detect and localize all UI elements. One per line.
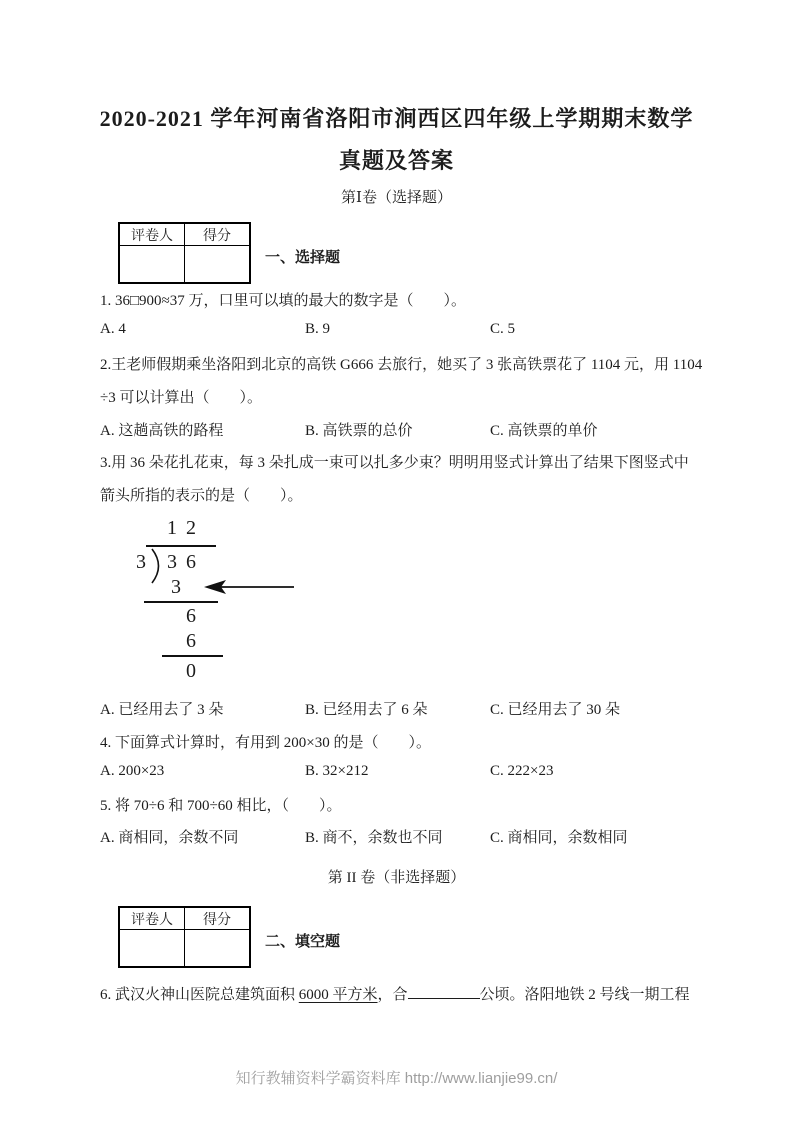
q6-suffix: 公顷。洛阳地铁 2 号线一期工程 <box>479 987 690 1003</box>
part2-header: 第 II 卷（非选择题） <box>327 870 466 886</box>
division-step1: 3 <box>171 576 183 598</box>
q4-option-c: C. 222×23 <box>490 763 554 779</box>
grader-empty-cell <box>119 246 185 284</box>
question-3-text-line1: 3.用 36 朵花扎花束，每 3 朵扎成一束可以扎多少束？明明用竖式计算出了结果下图竖式中 <box>100 455 689 471</box>
part1-header: 第Ⅰ卷（选择题） <box>341 190 452 206</box>
arrow-icon <box>204 578 296 596</box>
q3-option-c: C. 已经用去了 30 朵 <box>490 702 621 718</box>
question-1-options <box>100 321 515 338</box>
question-4-options <box>100 763 553 780</box>
question-6-text <box>100 983 700 1004</box>
question-3-text-line2: 箭头所指的表示的是（ ）。 <box>100 488 303 504</box>
q2-option-c: C. 高铁票的单价 <box>490 423 598 439</box>
q2-option-a: A. 这趟高铁的路程 <box>100 423 224 439</box>
question-4-text: 4. 下面算式计算时，有用到 200×30 的是（ ）。 <box>100 735 431 751</box>
q1-option-a: A. 4 <box>100 321 126 337</box>
division-line-2 <box>162 655 223 657</box>
grader-empty-cell <box>119 930 185 968</box>
q6-middle: ，合 <box>377 987 408 1003</box>
q5-option-a: A. 商相同，余数不同 <box>100 830 239 846</box>
q6-prefix: 6. 武汉火神山医院总建筑面积 <box>100 987 299 1003</box>
question-2-text-line2: ÷3 可以计算出（ ）。 <box>100 390 262 406</box>
division-dividend: 3 6 <box>167 551 198 573</box>
q4-option-a: A. 200×23 <box>100 763 165 779</box>
long-division-diagram <box>130 515 430 680</box>
section-1-title: 一、选择题 <box>265 250 341 266</box>
section-2-title: 二、填空题 <box>265 934 341 950</box>
q3-option-a: A. 已经用去了 3 朵 <box>100 702 224 718</box>
division-step2: 6 <box>186 605 198 627</box>
score-header-cell: 得分 <box>185 907 251 930</box>
score-table-1 <box>118 222 251 284</box>
q2-option-b: B. 高铁票的总价 <box>305 423 413 439</box>
footer-watermark: 知行教辅资料学霸资料库 http://www.lianjie99.cn/ <box>235 1070 558 1087</box>
answer-blank <box>408 983 480 999</box>
grader-header-cell: 评卷人 <box>119 907 185 930</box>
question-5-text: 5. 将 70÷6 和 700÷60 相比，（ ）。 <box>100 798 342 814</box>
division-line-1 <box>144 601 218 603</box>
question-2-options <box>100 419 598 440</box>
division-step3: 6 <box>186 630 198 652</box>
division-quotient: 1 2 <box>167 517 198 539</box>
page-title-line1: 2020-2021 学年河南省洛阳市涧西区四年级上学期期末数学 <box>99 106 694 131</box>
score-empty-cell <box>185 246 251 284</box>
division-bracket <box>150 548 165 584</box>
division-remainder: 0 <box>186 660 198 682</box>
score-empty-cell <box>185 930 251 968</box>
q3-option-b: B. 已经用去了 6 朵 <box>305 702 428 718</box>
q1-option-c: C. 5 <box>490 321 516 337</box>
question-3-options <box>100 698 620 719</box>
page-title-line2: 真题及答案 <box>338 148 454 173</box>
question-1-text: 1. 36□900≈37 万，口里可以填的最大的数字是（ ）。 <box>100 293 467 309</box>
q1-option-b: B. 9 <box>305 321 331 337</box>
score-table-2 <box>118 906 251 968</box>
q4-option-b: B. 32×212 <box>305 763 369 779</box>
q6-underlined-value: 6000 平方米 <box>298 987 378 1003</box>
question-2-text-line1: 2.王老师假期乘坐洛阳到北京的高铁 G666 去旅行，她买了 3 张高铁票花了 1104 元，用 1104 <box>100 357 703 373</box>
q5-option-b: B. 商不，余数也不同 <box>305 830 443 846</box>
grader-header-cell: 评卷人 <box>119 223 185 246</box>
question-5-options <box>100 826 628 847</box>
division-divisor: 3 <box>136 551 148 573</box>
division-vinculum-line <box>146 545 216 547</box>
q5-option-c: C. 商相同，余数相同 <box>490 830 628 846</box>
score-header-cell: 得分 <box>185 223 251 246</box>
page-title <box>0 98 793 182</box>
